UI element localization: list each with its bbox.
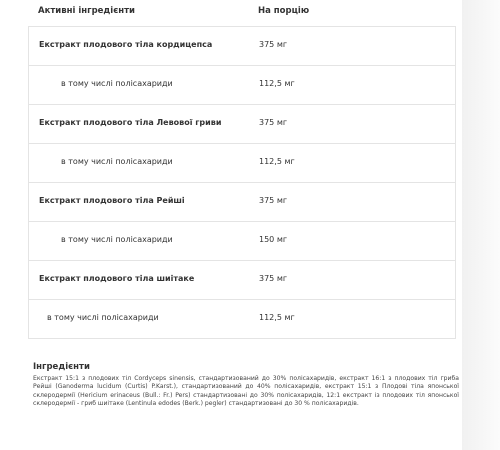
header-per-serving: На порцію (258, 6, 310, 16)
table-row (28, 300, 456, 339)
table-row (28, 144, 456, 183)
ingredient-name: Екстракт плодового тіла шиітаке (39, 274, 195, 283)
ingredients-section (33, 362, 459, 409)
ingredient-amount: 150 мг (259, 235, 288, 244)
ingredient-amount: 112,5 мг (259, 313, 295, 322)
ingredient-name: Екстракт плодового тіла кордицепса (39, 40, 213, 49)
ingredient-name: Екстракт плодового тіла Рейші (39, 196, 185, 205)
ingredient-amount: 375 мг (259, 118, 288, 127)
table-row (28, 105, 456, 144)
table-header (28, 0, 456, 27)
ingredient-amount: 112,5 мг (259, 157, 295, 166)
ingredients-text: Екстракт 15:1 з плодових тіл Cordyceps sinensis, стандартизований до 30% полісахаридів, екстракт 16:1 з плодових тіл гриба Рейші (Ganoderma lucidum (Curtis) P.Karst.), стандартизований до 40% полісахаридів, екстракт 15:1 з Плодові тіла японської склеродермії (Hericium erinaceus (Bull.: Fr.) Pers) стандартизовані до 30% полісахаридів, 12:1 екстракт із плодових тіл японської склеродермії - гриб шиітаке (Lentinula edodes (Berk.) pegler) стандартизовані до 30 % полісахаридів. (33, 375, 459, 408)
table-row (28, 27, 456, 66)
ingredient-amount: 375 мг (259, 274, 288, 283)
table-row (28, 222, 456, 261)
ingredient-amount: 375 мг (259, 40, 288, 49)
ingredients-title: Інгредієнти (33, 362, 90, 372)
nutrition-table (28, 0, 456, 339)
table-row (28, 261, 456, 300)
ingredient-amount: 112,5 мг (259, 79, 295, 88)
header-active-ingredients: Активні інгредієнти (38, 6, 136, 16)
ingredient-name: в тому числі полісахариди (61, 79, 173, 88)
page-edge-shadow (462, 0, 500, 450)
ingredient-amount: 375 мг (259, 196, 288, 205)
ingredient-name: в тому числі полісахариди (47, 313, 159, 322)
ingredient-name: Екстракт плодового тіла Левової гриви (39, 118, 222, 127)
table-row (28, 66, 456, 105)
ingredient-name: в тому числі полісахариди (61, 157, 173, 166)
ingredient-name: в тому числі полісахариди (61, 235, 173, 244)
table-row (28, 183, 456, 222)
